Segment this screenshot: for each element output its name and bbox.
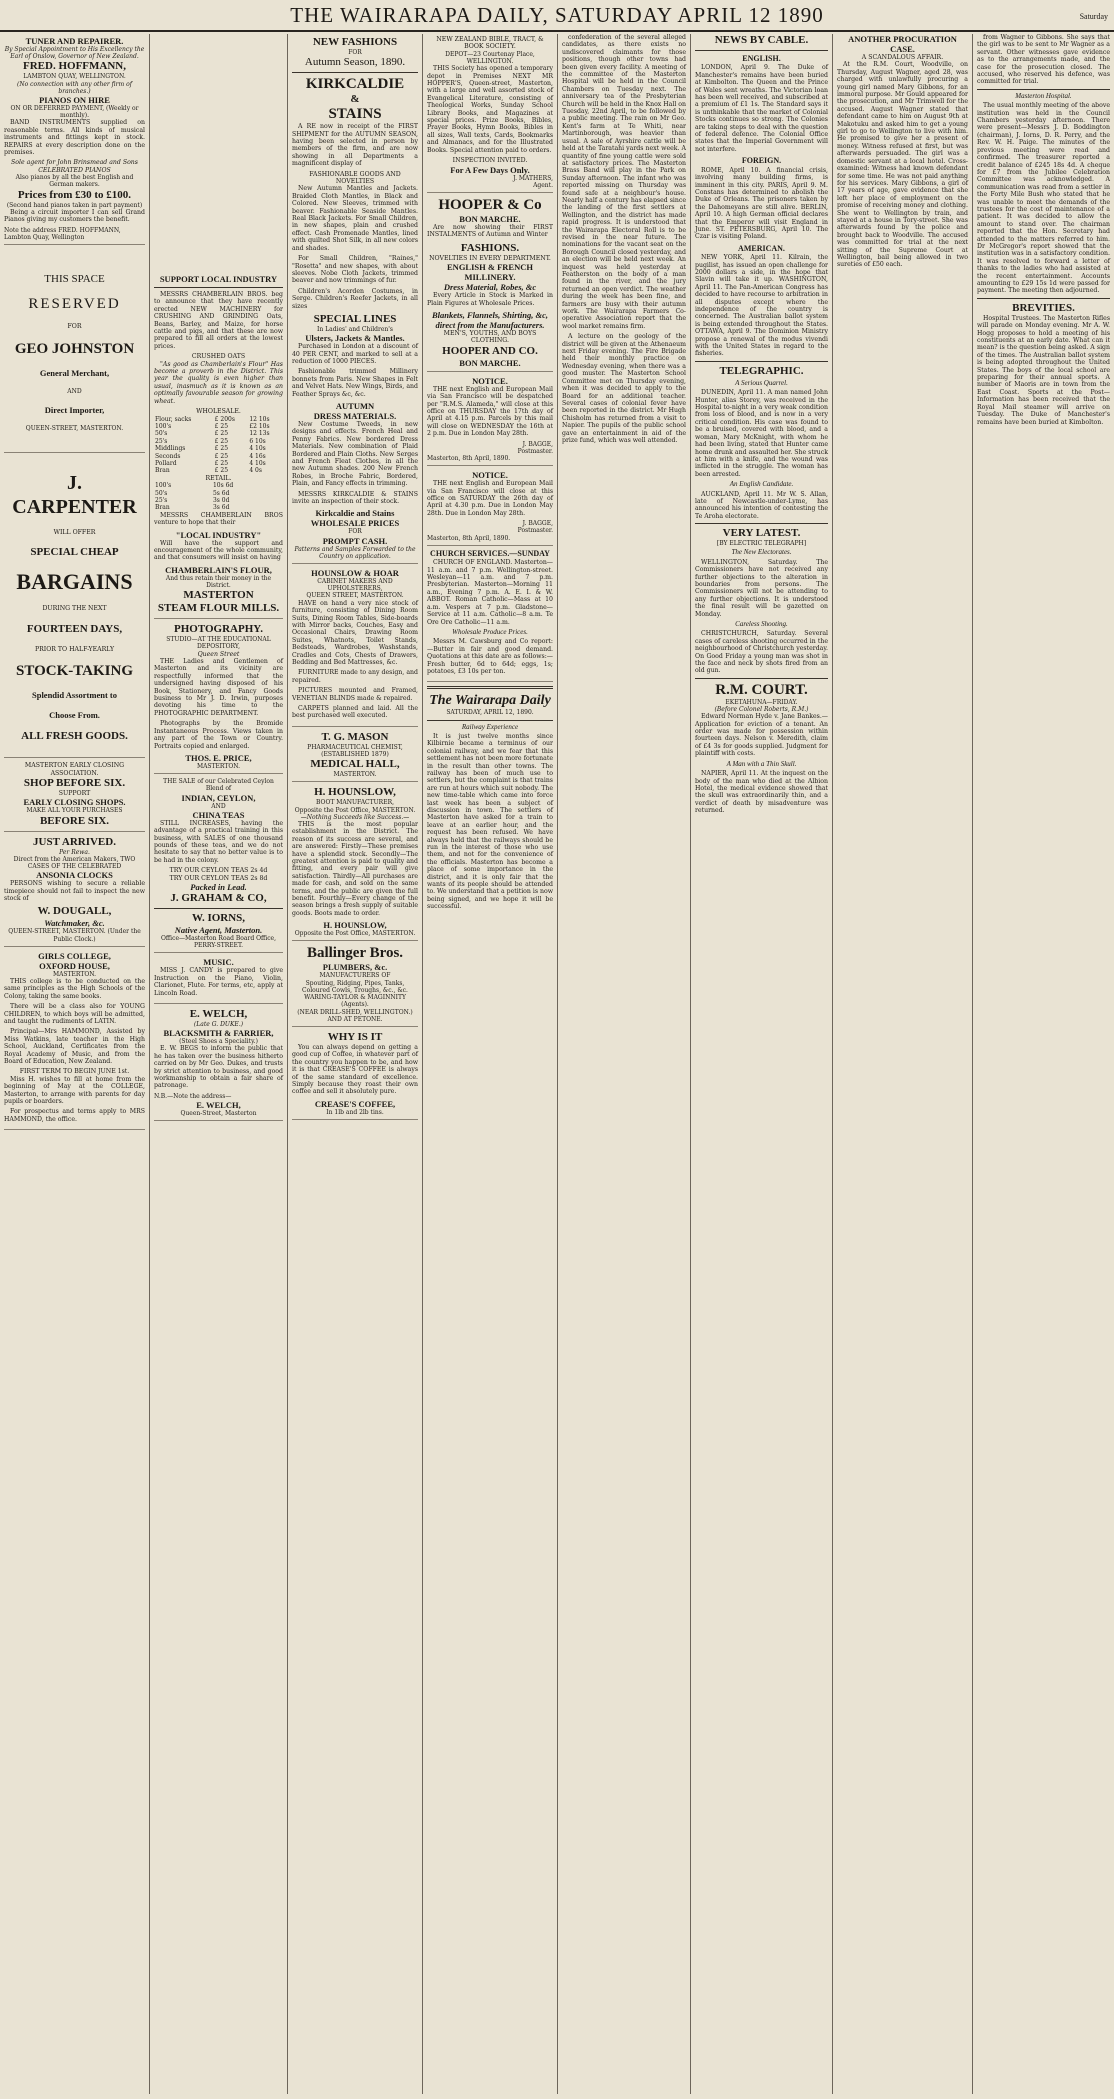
ad-tea-name: J. GRAHAM & CO,: [170, 891, 267, 904]
ad-dougall-ansonia: ANSONIA CLOCKS: [36, 870, 113, 881]
ad-carpenter-days: FOURTEEN DAYS,: [26, 622, 123, 635]
notice-mail-2: [427, 470, 553, 546]
ad-chamberlain-local: "LOCAL INDUSTRY": [175, 529, 262, 540]
notice-2-date: Masterton, 8th April, 1890.: [427, 534, 511, 542]
ad-iorns-agent: Native Agent, Masterton.: [174, 924, 263, 935]
column-4: [423, 34, 558, 2094]
ad-chamberlain-wholesale: WHOLESALE.: [196, 408, 241, 416]
ad-kirk-wholesale: WHOLESALE PRICES: [310, 518, 400, 529]
table-row: 100's 10s 6d: [155, 482, 234, 490]
ad-tea-body: STILL INCREASES, having the advantage of a practical training in this business, with SALES of one thousand pounds of these teas, and we do not hesitate to say that no better value is to be had in the colony.: [154, 819, 283, 864]
column-2: [150, 34, 288, 2094]
ad-chamberlain-crushed: CRUSHED OATS: [191, 353, 246, 361]
table-row: Pollard £ 25 4 10s: [155, 459, 266, 467]
ad-chamberlain-good: "As good as Chamberlain's Flour" Has become a proverb in the District. This year the quality is even higher than usual, inasmuch as it is known as an optimally favourable season for growing wheat.: [154, 360, 283, 405]
masthead-corner: Saturday: [1079, 12, 1108, 21]
ad-reserved-and: AND: [67, 387, 82, 395]
ad-ballinger: [292, 945, 418, 1026]
ad-photo-body2: Photographs by the Bromide Instantaneous Process. Views taken in any part of the Town or Country. Portraits copied and enlarged.: [154, 720, 283, 750]
telegraphic-title: TELEGRAPHIC.: [719, 364, 804, 377]
cable-foreign-body: ROME, April 10. A financial crisis, involving many building firms, is imminent in this city. PARIS, April 9. M. Constans has determined to abolish the Duke of Orleans. The prisoners taken by the Dahomeyans are still alive. BERLIN, April 10. A high German official declares that the Emperor will visit England in June. ST. PETERSBURG, April 10. The Czar is visiting Poland.: [695, 166, 828, 241]
ad-hoffmann-tuner: Being a circuit importer I can sell Grand Pianos giving my customers the benefit.: [4, 208, 145, 224]
wholesale-title: Wholesale Produce Prices.: [452, 627, 528, 636]
ad-hoffmann-note-addr: Note the address FRED. HOFFMANN, Lambton Quay, Wellington: [4, 226, 121, 241]
ad-tea-try1: TRY OUR CEYLON TEAS 2s 4d: [169, 867, 268, 875]
ad-hoffmann-address: LAMBTON QUAY, WELLINGTON.: [23, 73, 126, 81]
ad-reserved-line2: RESERVED: [28, 296, 121, 313]
ad-hoffmann-appt: By Special Appointment to His Excellency the Earl of Onslow, Governor of New Zealand.: [4, 46, 145, 61]
ad-hooper-name: HOOPER & Co: [438, 196, 542, 213]
table-row: Bran 3s 6d: [155, 504, 230, 512]
ad-girls-principal: Principal—Mrs HAMMOND, Assisted by Miss Watkins, late teacher in the High School, Auckland, Certificates from the Royal Academy of Music, and from the Board of Education, New Zealand.: [4, 1028, 145, 1066]
cable-english: ENGLISH.: [742, 54, 781, 63]
ad-hooper-mens: MEN'S, YOUTHS, AND BOYS CLOTHING.: [443, 329, 537, 345]
ad-kirk-special: SPECIAL LINES: [313, 312, 397, 325]
column-8: [973, 34, 1114, 2094]
ad-chamberlain-and: And thus retain their money in the District.: [165, 574, 272, 590]
ad-welch-sign: E. WELCH,: [196, 1100, 241, 1111]
ad-kirk-autumn: AUTUMN: [335, 401, 375, 411]
ad-kirk-amp: &: [350, 93, 360, 106]
ad-dougall-body: PERSONS wishing to secure a reliable timepiece should not fail to inspect the new stock of: [4, 880, 145, 902]
ad-hoffmann-agent: Sole agent for John Brinsmead and Sons CELEBRATED PIANOS: [11, 159, 138, 174]
retail-price-table: [154, 482, 283, 512]
ad-hoffmann-deferred: ON OR DEFERRED PAYMENT, (Weekly or monthly).: [10, 105, 139, 120]
ad-hh-venetian: PICTURES mounted and Framed, VENETIAN BLINDS made & repaired.: [292, 687, 418, 702]
table-row: 25's £ 25 6 10s: [155, 437, 266, 445]
ad-chamberlain-body: MESSRS CHAMBERLAIN BROS. beg to announce that they have recently erected NEW MACHINERY for CRUSHING AND GRINDING Oats, Beans, Barley, and Maize, for horse cattle and pigs, and that these are now prepared to fill all orders at the lowest prices.: [154, 291, 283, 350]
ad-kirk-items: New Autumn Mantles and Jackets. Braided Cloth Mantles, in Black and Colored. New Sleeves, trimmed with beaver. Fashionable Seaside Mantles. Real Black Jackets. For Small Children, in new shapes, plain and crushed effect. Cash Promenade Mantles, lined with quilted Shot Silk, in all new colors and shades.: [292, 185, 418, 252]
editorial-date: SATURDAY, APRIL 12, 1890.: [446, 709, 534, 717]
ad-carpenter-goods: ALL FRESH GOODS.: [21, 730, 128, 743]
ad-girls-place: MASTERTON.: [52, 970, 97, 978]
ad-hh-addr: QUEEN STREET, MASTERTON.: [306, 592, 404, 600]
ad-photo-studio: STUDIO—AT THE EDUCATIONAL DEPOSITORY,: [166, 636, 271, 651]
ad-mason-hall: MEDICAL HALL,: [310, 758, 400, 771]
ad-hb-name: H. HOUNSLOW,: [314, 786, 396, 799]
table-row: Flour, sacks £ 200s 12 10s: [155, 415, 270, 423]
ad-closing-make: MAKE ALL YOUR PURCHASES: [26, 807, 123, 815]
ad-hb-sign-addr: Opposite the Post Office, MASTERTON.: [294, 930, 416, 938]
ad-hoffmann-pianos: PIANOS ON HIRE: [39, 95, 110, 106]
ad-closing-assoc: MASTERTON EARLY CLOSING ASSOCIATION.: [24, 762, 125, 777]
ad-hooper-sub: BON MARCHE.: [459, 213, 521, 224]
notice-1-date: Masterton, 8th April, 1890.: [427, 455, 511, 462]
ad-chamberlain-messrs: MESSRS CHAMBERLAIN BROS venture to hope that their: [154, 511, 283, 527]
brevities-body: Hospital Trustees. The Masterton Rifles will parade on Monday evening. Mr A. W. Hogg proposes to hold a meeting of his constituents at an early date. What can it mean? is the question being asked. A sign of the times. The Australian ballot system is being adopted throughout the United States. The boys of the local school are preparing for their annual sports. A number of Maoris are in town from the East Coast. Sports at the Post—Information has been received that the Royal Mail steamer will arrive on Tuesday. The Duke of Manchester's remains have been buried at Kimbolton.: [977, 314, 1110, 426]
ad-hooper: [427, 197, 553, 372]
notice-2-sign: J. BAGGE,: [522, 520, 553, 528]
ad-kirk-fashionable: FASHIONABLE GOODS AND NOVELTIES: [309, 170, 401, 186]
ad-closing-before: BEFORE SIX.: [39, 814, 110, 827]
latest-sub: [BY ELECTRIC TELEGRAPH]: [716, 540, 807, 548]
ad-bible-body: THIS Society has opened a temporary depot in Premises NEXT MR HOPPER'S, Queen-street, Masterton, with a large and well assorted stock of Evangelical Literature, consisting of Theological Works, Sunday School Library Books, and Magazines at special prices. Prize Books, Bibles, Prayer Books, Hymn Books, Bibles in all sizes, Wall texts, Cards, Bookmarks and Almanacs, and for the Illustrated Books. Special attention paid to orders.: [427, 65, 553, 154]
ad-kirk-prompt: PROMPT CASH.: [322, 535, 388, 546]
ad-chamberlain-will: Will have the support and encouragement of the whole community, and that consumers will insist on having: [154, 539, 283, 562]
ad-iorns-name: W. IORNS,: [191, 911, 246, 924]
column-6: [691, 34, 833, 2094]
ad-kirk-dress-body: New Costume Tweeds, in new designs and effects. French Heal and Penny Fabrics. New bordered Dress Materials. New combination of Plaid Bordered and Plain Cloths. New Serges and French Fleat Clothes, in all the new Autumn shades. 200 New French Robes, in Broche Fabric, Bordered, Plain, and Fancy effects in trimming.: [292, 421, 418, 488]
ad-bible-society: [427, 36, 553, 193]
notice-mail-1: [427, 376, 553, 466]
ad-carpenter-splendid: Splendid Assortment to: [31, 690, 117, 701]
ad-mason-place: MASTERTON.: [333, 771, 377, 779]
ad-kirk-messrs: MESSRS KIRKCALDIE & STAINS invite an inspection of their stock.: [292, 490, 418, 506]
ad-photo-name: THOS. E. PRICE,: [185, 752, 252, 763]
table-row: 100's £ 25 £2 10s: [155, 422, 270, 430]
ad-ballinger-office: (NEAR DRILL-SHED, WELLINGTON.): [297, 1008, 413, 1016]
ad-hh-carpets: CARPETS planned and laid. All the best purchased well executed.: [292, 704, 418, 720]
ad-kirk-purchased: Purchased in London at a discount of 40 PER CENT, and marked to sell at a reduction of 1000 PIECES.: [292, 343, 418, 365]
news-body: confederation of the several alleged candidates, as there exists no undiscovered claimants for those positions, though other towns had been given every facility. A meeting of the committee of the Masterton Hospital will be held in the Council Chambers on Tuesday next. The anniversary tea of the Presbyterian Church will be held in the Knox Hall on Tuesday, 22nd April, to be followed by a public meeting. The rain on Mr Geo. Kent's farm at Te Whiti, near Martinborough, was heavier than usual. A sale of Ayrshire cattle will be held at the Taratahi yards next week. A quantity of fine young cattle were sold at satisfactory prices. The Masterton Brass Band will play in the Park on Sunday afternoon. The infant who was reported missing on Thursday was found safe at a neighbour's house. Nearly half a century has elapsed since the landing of the first settlers at Wellington, and the district has made rapid progress. It is understood that the Wairarapa Electoral Roll is to be revised in the near future. The nominations for the vacant seat on the Borough Council closed yesterday, and an election will be held next week. An inquest was held yesterday at Featherston on the body of a man found in the river, and the jury returned an open verdict. The weather during the week has been fine, and farmers are busy with their autumn work. The Wairarapa Farmers Co-operative Association report that the wool market remains firm.: [562, 34, 686, 330]
ad-photography: [154, 623, 283, 774]
ad-hooper-fashions: FASHIONS.: [460, 241, 520, 254]
ad-tea-t1: INDIAN, CEYLON,: [181, 792, 256, 803]
ad-hooper-english: ENGLISH & FRENCH MILLINERY.: [447, 262, 533, 283]
column-3: [288, 34, 423, 2094]
ad-ballinger-sub: PLUMBERS, &c.: [322, 962, 388, 973]
ad-kirk-ulsters: Ulsters, Jackets & Mantles.: [305, 333, 405, 344]
ad-photo-title: PHOTOGRAPHY.: [174, 623, 263, 636]
ad-music-title: MUSIC.: [203, 957, 234, 968]
ad-girls-college: [4, 951, 145, 1131]
ad-closing-shop: SHOP BEFORE SIX.: [23, 776, 126, 789]
ad-hoffmann-prices: Prices from £30 to £100.: [17, 188, 132, 201]
ad-tea-try2: TRY OUR CEYLON TEAS 2s 8d: [169, 874, 268, 882]
ad-hooper-sub2: BON MARCHE.: [459, 357, 521, 368]
ad-reserved-name: GEO JOHNSTON: [14, 340, 135, 357]
ad-dougall-per: Per Rewa.: [59, 848, 90, 856]
ad-tea: [154, 778, 283, 953]
ad-kirk-small: For Small Children, "Raines," "Rosetta" and new shapes, with about sleeves. Nobe Cloth Jackets, trimmed beaver and now trimmings of fur.: [292, 255, 418, 285]
thin-skull-title: A Man with a Thin Skull.: [726, 759, 797, 768]
ad-dougall-name: W. DOUGALL,: [37, 905, 112, 918]
ad-hoffmann-second: (Second hand pianos taken in part payment): [6, 201, 143, 209]
procuration-body: At the R.M. Court, Woodville, on Thursday, August Wagner, aged 28, was charged with unlawfully procuring a young girl named Mary Gibbons, for an immoral purpose. Mr Gould appeared for the prosecution, and Mr Trimwell for the accused. August Wagner stated that defendant came to him on August 9th at Makotuku and asked him to get a young girl to go to Wellington to live with him. He promised to give her a present of money. Witness refused at first, but was afterwards persuaded. The girl was a domestic servant at a local hotel. Cross-examined: Witness had known defendant for some time. He was not paid anything for his services. Mary Gibbons, a girl of 17 years of age, gave evidence that she left her place of employment on the promise of receiving money and clothing. She went to Wellington by train, and stayed at a house in Tory-street. She was afterwards found by the police and brought back to Woodville. The accused was committed for trial at the next sitting of the Supreme Court at Wellington, bail being allowed in two sureties of £50 each.: [837, 61, 968, 269]
ad-music: [154, 957, 283, 1004]
table-row: 50's 5s 6d: [155, 489, 230, 497]
ad-ballinger-agents: WARING-TAYLOR & MAGINNITY (Agents).: [304, 994, 406, 1009]
ad-welch-body: E. W. BEGS to inform the public that he has taken over the business hitherto carried on by Mr Geo. Dukes, and trusts by strict attention to business, and good workmanship to obtain a fair share of patronage.: [154, 1045, 283, 1090]
table-row: 50's £ 25 12 13s: [155, 430, 270, 438]
table-row: Seconds £ 25 4 16s: [155, 452, 266, 460]
ad-ballinger-prize: AND AT PETONE.: [327, 1015, 383, 1023]
ad-reserved-line3: FOR: [67, 323, 82, 331]
shooting-body: CHRISTCHURCH, Saturday. Several cases of careless shooting occurred in the neighbourhood of Christchurch yesterday. On Good Friday a young man was shot in the face and neck by shots fired from an old gun.: [695, 630, 828, 675]
ad-carpenter-choose: Choose From.: [49, 710, 100, 721]
ad-welch-trade: BLACKSMITH & FARRIER,: [163, 1028, 274, 1039]
ad-welch-shop: (Steel Shoes a Speciality.): [179, 1038, 258, 1046]
ad-kirk-children: Children's Acorden Costumes, in Serge. Children's Reefer Jackets, in all sizes: [292, 287, 418, 310]
ad-dougall-direct: Direct from the American Makers, TWO CASES OF THE CELEBRATED: [13, 855, 136, 870]
column-5: [558, 34, 691, 2094]
ad-bible-depot: DEPOT—23 Courtenay Place, WELLINGTON.: [445, 50, 535, 66]
ad-welch: [154, 1008, 283, 1121]
ad-welch-late: (Late G. DUKE.): [193, 1021, 244, 1028]
ad-closing-early: EARLY CLOSING SHOPS.: [23, 797, 126, 808]
column-1: [0, 34, 150, 2094]
ad-dougall-just: JUST ARRIVED.: [33, 835, 116, 848]
ad-hounslow-hoar: [292, 568, 418, 727]
ad-carpenter-name: J. CARPENTER: [12, 471, 137, 518]
shooting-title: Careless Shooting.: [735, 620, 788, 629]
ad-hoffmann-name: FRED. HOFFMANN,: [23, 60, 126, 73]
ad-photo-street: Queen Street: [197, 650, 240, 658]
ad-chamberlain-title: SUPPORT LOCAL INDUSTRY: [159, 274, 278, 284]
cable-english-body: LONDON, April 9. The Duke of Manchester's remains have been buried at Kimbolton. The Queen and the Prince of Wales sent wreaths. The Victorian loan has been well received, and subscribed at a premium of £1 1s. The Standard says it is unthinkable that the market of Colonial Stocks continues so strong. The Colonies are taking steps to deal with the question of federal defence. The Colonial Office states that the Imperial Government will not interfere.: [695, 64, 828, 153]
ad-bible-title: NEW ZEALAND BIBLE, TRACT, & BOOK SOCIETY.: [436, 36, 544, 51]
table-row: Middlings £ 25 4 10s: [155, 445, 266, 453]
ad-tea-intro: THE SALE of our Celebrated Ceylon Blend of: [163, 778, 274, 793]
ad-ballinger-manu: MANUFACTURERS OF: [319, 972, 391, 980]
cable-foreign: FOREIGN.: [741, 156, 782, 166]
ad-hounslow-boots: [292, 786, 418, 941]
notice-2-role: Postmaster.: [517, 527, 553, 535]
procuration-cont: from Wagner to Gibbons. She says that the girl was to be sent to Mr Wagner as a servant. Other witnesses gave evidence as to the arrangements made, and the case for the prosecution closed. The accused, who reserved his defence, was committed for trial.: [977, 34, 1110, 86]
ad-bible-agent: Agent.: [533, 181, 553, 189]
ad-hooper-name2: HOOPER AND CO.: [442, 344, 538, 357]
latest-title: VERY LATEST.: [722, 527, 801, 540]
ad-girls-title: GIRLS COLLEGE,: [38, 950, 111, 961]
ad-mason-est: (ESTABLISHED 1879): [321, 750, 389, 758]
ad-hoffmann: [4, 36, 145, 245]
cable-american-body: NEW YORK, April 11. Kilrain, the pugilist, has issued an open challenge for 2000 dollars a side, in the hope that Slavin will take it up. WASHINGTON, April 11. The Pan-American Congress has decided to have recourse to arbitration in all disputes except where the independence of the country is concerned. The Australian ballot system is being extended throughout the States. OTTAWA, April 9. The Dominion Ministry propose a renewal of the modus vivendi with the United States in regard to the fisheries.: [695, 254, 828, 358]
ad-hoffmann-also: Also pianos by all the best English and German makers.: [15, 174, 134, 189]
cable-title: NEWS BY CABLE.: [714, 34, 809, 46]
brevities-title: BREVITIES.: [1012, 301, 1075, 314]
ad-crease-coffee: [292, 1031, 418, 1120]
ad-welch-street: Queen-Street, Masterton: [180, 1110, 257, 1118]
ad-iorns-place: PERRY-STREET.: [193, 942, 243, 950]
ad-carpenter-during: DURING THE NEXT: [42, 605, 107, 613]
ad-hb-body: THIS is the most popular establishment in the District. The reason of its success are several, and are answered: Firstly—These premises have a splendid stock. Secondly—The greatest attention is paid to quality and fitting, and every pair will give satisfaction. Thirdly—All purchases are made for cash, and sold on the same terms, and the public are given the full benefit. Fourthly—Every change of the season brings a fresh supply of suitable goods. Boots made to order.: [292, 821, 418, 917]
ad-chamberlain-flour: CHAMBERLAIN'S FLOUR,: [165, 564, 272, 575]
ad-kirk-k1: KIRKCALDIE: [305, 76, 405, 93]
ad-photo-place: MASTERTON.: [196, 762, 241, 770]
ad-welch-note: N.B.—Note the address—: [154, 1092, 232, 1100]
ad-kirk-title: NEW FASHIONS: [312, 36, 398, 48]
ad-carpenter-special: SPECIAL CHEAP: [30, 546, 119, 559]
ad-kirk-k3: Kirkcaldie and Stains: [315, 508, 395, 519]
column-7: [833, 34, 973, 2094]
ad-hoffmann-body: BAND INSTRUMENTS supplied on reasonable terms. All kinds of musical instruments and fittings kept in stock. REPAIRS at every description done on the premises.: [4, 119, 145, 157]
ad-hb-addr: Opposite the Post Office, MASTERTON.: [294, 806, 416, 814]
masthead-title: THE WAIRARAPA DAILY, SATURDAY APRIL 12 1890: [290, 3, 824, 27]
ad-carpenter: [4, 457, 145, 758]
news-body-2: A lecture on the geology of the district will be given at the Athenaeum next Friday evening. The Fire Brigade held their monthly practice on Wednesday evening, when there was a good muster. The Masterton School Committee met on Thursday evening, when it was decided to apply to the Board for an additional teacher. Several cases of colonial fever have been reported in the district. Mr Hugh Chisholm has returned from a visit to Napier. The pupils of the public school gave an entertainment in aid of the prize fund, which was well attended.: [562, 333, 686, 444]
ad-hb-sub: BOOT MANUFACTURER,: [316, 799, 394, 807]
ad-tea-t2: AND: [211, 802, 226, 810]
ad-girls-first: FIRST TERM TO BEGIN JUNE 1st.: [19, 1068, 130, 1076]
ad-reserved-role2: Direct Importer,: [44, 404, 105, 415]
hospital-body: The usual monthly meeting of the above institution was held in the Council Chambers yesterday afternoon. There were present—Messrs J. D. Boddington (chairman), J. Iorns, D. R. Perry, and the Rev. W. H. Paige. The minutes of the previous meeting were read and confirmed. The treasurer reported a credit balance of £245 18s 4d. A cheque for £7 from the Jubilee Celebration Committee was acknowledged. A communication was read from a settler in the Forty Mile Bush who stated that he was unable to meet the demands of the trustees for the cost of maintenance of a patient. It was decided to allow the amount to stand over. The chairman reported that the Hon. Secretary had attended to the matters referred to him. Dr McGregor's report showed that the institution was in a satisfactory condition. It was resolved to forward a letter of thanks to the ladies who had assisted at the recent entertainment. Accounts amounting to £29 15s 1d were passed for payment. The meeting then adjourned.: [977, 102, 1110, 295]
notice-1-body: THE next English and European Mail via San Francisco will be despatched per "R.M.S. Alameda," will close at this office on THURSDAY the 17th day of April at 4.15 p.m. Parcels by this mail will close on WEDNESDAY the 16th at 2 p.m. Due in London May 28th.: [427, 385, 553, 438]
ad-early-closing: [4, 762, 145, 831]
ad-hooper-body: Are now showing their FIRST INSTALMENTS of Autumn and Winter: [427, 223, 553, 239]
editorial-masthead: The Wairarapa Daily: [429, 693, 551, 709]
ad-music-body: MISS J. CANDY is prepared to give Instruction on the Piano, Violin, Clarionet, Flute. For terms, etc, apply at Lincoln Road.: [154, 967, 283, 997]
wholesale-body: Messrs M. Cawsburg and Co report:—Butter in fair and good demand. Quotations at this date are as follows:—Fresh butter, 6d to 64d; eggs, 1s; potatoes, £3 10s per ton.: [427, 638, 553, 675]
ad-girls-body: THIS college is to be conducted on the same principles as the High Schools of the Colony, taking the same books.: [4, 977, 145, 1000]
ad-kirk-body: A RE now in receipt of the FIRST SHIPMENT for the AUTUMN SEASON, having been selected in person by members of the firm, and are now showing in all Departments a magnificent display of: [292, 123, 418, 168]
ad-bible-days: For A Few Days Only.: [450, 164, 530, 175]
ad-hh-title: HOUNSLOW & HOAR: [311, 568, 399, 579]
ad-kirk-dress: DRESS MATERIALS.: [313, 411, 397, 421]
ad-hooper-novelties: NOVELTIES IN EVERY DEPARTMENT.: [429, 254, 551, 262]
ad-bible-sign: J. MATHERS,: [513, 174, 553, 182]
ad-kirk-patterns: Patterns and Samples Forwarded to the Country on application.: [294, 545, 416, 560]
ad-kirkcaldie: [292, 36, 418, 564]
ad-carpenter-prior: PRIOR TO HALF-YEARLY: [34, 645, 115, 653]
ad-girls-house: OXFORD HOUSE,: [39, 960, 110, 971]
ad-welch-name: E. WELCH,: [189, 1008, 248, 1020]
ad-kirk-for: FOR: [348, 49, 362, 56]
ad-reserved-line1: THIS SPACE: [44, 273, 105, 286]
ad-tea-t3: CHINA TEAS: [192, 809, 245, 820]
ad-carpenter-stock: STOCK-TAKING: [16, 663, 133, 680]
ad-kirk-k2: STAINS: [328, 106, 382, 123]
notice-2-body: THE next English and European Mail via San Francisco will close at this office on SATURDAY the 26th day of April at 4.30 p.m. Due in London May 28th. Due in London May 28th.: [427, 480, 553, 517]
ad-why-size: In 1lb and 2lb tins.: [326, 1108, 384, 1116]
ad-hb-sign: H. HOUNSLOW,: [323, 920, 387, 931]
procuration-title: ANOTHER PROCURATION CASE.: [848, 34, 957, 54]
ad-iorns-office: Office—Masterton Road Board Office,: [160, 934, 277, 942]
table-row: Bran £ 25 4 0s: [155, 467, 262, 475]
ad-hooper-blankets: Blankets, Flannels, Shirting, &c, direct from the Manufacturers.: [432, 309, 548, 330]
ad-reserved: [4, 249, 145, 453]
ad-ballinger-name: Ballinger Bros.: [306, 945, 404, 962]
ad-reserved-role1: General Merchant,: [39, 367, 110, 378]
ad-hooper-dress: Dress Material, Robes, &c: [443, 282, 537, 293]
ad-why-title: WHY IS IT: [327, 1030, 383, 1043]
ad-chamberlain-mill2: STEAM FLOUR MILLS.: [157, 602, 280, 615]
quarrel-body: DUNEDIN, April 11. A man named John Hunter, alias Storey, was received in the Hospital to-night in a very weak condition from loss of blood, and is now in a very critical condition. His case was found to be a bruised, covered with blood, and a woman, Mary McKnight, with whom he had been living, stated that Hunter came home drunk and assaulted her. She struck at him with a knife, and the wound was inflicted in the struggle. The woman has been arrested.: [695, 389, 828, 478]
rm-court-place: EKETAHUNA—FRIDAY.: [725, 698, 798, 706]
ad-hb-tag: —Nothing Succeeds like Success.—: [300, 813, 410, 821]
ad-bible-inspection: INSPECTION INVITED.: [452, 157, 528, 165]
cable-american: AMERICAN.: [738, 243, 785, 253]
ad-dougall-role: Watchmaker, &c.: [44, 918, 105, 929]
ad-girls-apply: For prospectus and terms apply to MRS HAMMOND, the office.: [4, 1108, 145, 1123]
ad-hoffmann-note: (No connection with any other firm of branches.): [17, 80, 132, 95]
ad-why-sign: CREASE'S COFFEE,: [314, 1098, 396, 1109]
wholesale-price-table: [154, 416, 283, 475]
notice-1-role: Postmaster.: [517, 447, 553, 455]
ad-carpenter-will: WILL OFFER: [53, 528, 96, 536]
procuration-sub: A SCANDALOUS AFFAIR.: [861, 54, 944, 61]
church-title: CHURCH SERVICES.—SUNDAY: [430, 548, 550, 558]
masthead: [0, 0, 1114, 32]
editorial-body: It is just twelve months since Kilbirnie became a terminus of our colonial railway, and we fear that this settlement has not been more fortunate in the result than other towns. The railway has been of much use to settlers, but the complaint is that trains are run at hours which suit nobody. The new time-table which came into force last week has been a subject of discussion in town. The settlers of Masterton have asked for a train to leave at an earlier hour, and the request has been refused. We have always held that the railways should be run in the interest of those who use them, and not for the convenience of the officials. Masterton has become a place of some importance in the district, and it is only fair that the wants of its people should be attended to. We understand that a petition is now being signed, and we hope it will be successful.: [427, 732, 553, 911]
ad-girls-body2: There will be a class also for YOUNG CHILDREN, to which boys will be admitted, and taught the rudiments of LATIN.: [4, 1003, 145, 1026]
church-body: CHURCH OF ENGLAND. Masterton—11 a.m. and 7 p.m. Wellington-street. Wesleyan—11 a.m. and 7 p.m. Presbyterian. Masterton—Morning 11 a.m., Evening 7 p.m. A. E. I. & W. ABBOT. Roman Catholic—Mass at 10 a.m. Vespers at 7 p.m. Gladstone—Service at 11 a.m. Catholic—8 a.m. Te Ore Ore Catholic—11 a.m.: [427, 559, 553, 626]
ad-photo-body: THE Ladies and Gentlemen of Masterton and its vicinity are respectfully informed that the undersigned having disposed of his Book, Stationery, and Fancy Goods business to Mr J. D. Irwin, purposes devoting his time to the PHOTOGRAPHIC DEPARTMENT.: [154, 658, 283, 717]
ad-hh-body: HAVE on hand a very nice stock of furniture, consisting of Dining Room Suits, Dining Room Tables, Side-boards with Mirror backs, Couches, Easy and Occasional Chairs, Drawing Room Suites, Whatnots, Toilet Stands, Bedsteads, Wardrobes, Washstands, Cradles and Cots, Chests of Drawers, Bedding and Bed Mattresses, &c.: [292, 599, 418, 666]
ad-why-body: You can always depend on getting a good cup of Coffee, in whatever part of the country you happen to be, and how it is that CREASE'S COFFEE is always of the same standard of excellence. Simply because they roast their own coffee and sell it absolutely pure.: [292, 1043, 418, 1096]
ad-mason: [292, 731, 418, 783]
church-services: [427, 550, 553, 683]
rm-court-before: (Before Colonel Roberts, R.M.): [714, 706, 809, 714]
ad-hoffmann-top: TUNER AND REPAIRER.: [25, 36, 124, 46]
electorates-body: WELLINGTON, Saturday. The Commissioners have not received any further objections to the alteration in boundaries from persons. The Commissioners will not be attending to any further objections. It is understood the final result will be gazetted on Monday.: [695, 558, 828, 618]
rm-court-title: R.M. COURT.: [715, 681, 808, 698]
candidate-body: AUCKLAND, April 11. Mr W. S. Allan, late of Newcastle-under-Lyme, has announced his intention of contesting the Te Aroha electorate.: [695, 490, 828, 520]
rm-court-body: Edward Norman Hyde v. Jane Bankes.—Application for eviction of a tenant. An order was made for possession within fourteen days. Nelson v. Meredith, claim of £4 3s for goods supplied. Judgment for plaintiff with costs.: [695, 713, 828, 758]
ad-carpenter-bargains: BARGAINS: [16, 569, 133, 595]
ad-tea-packed: Packed in Lead.: [190, 881, 247, 892]
ad-kirk-for2: FOR: [348, 528, 362, 536]
ad-ballinger-body: Spouting, Ridging, Pipes, Tanks, Coloured Cowls, Troughs, &c., &c.: [302, 979, 408, 994]
notice-1-sign: J. BAGGE,: [522, 440, 553, 448]
ad-chamberlain-mill1: MASTERTON: [183, 589, 254, 602]
ad-hh-furniture: FURNITURE made to any design, and repaired.: [292, 669, 418, 684]
ad-girls-boarders: Miss H. wishes to fill at home from the beginning of May at the COLLEGE, Masterton, to arrange with parents for day pupils or boarders.: [4, 1075, 145, 1106]
editorial: [427, 692, 553, 910]
thin-skull-body: NAPIER, April 11. At the inquest on the body of the man who died at the Albion Hotel, the medical evidence showed that the skull was extraordinarily thin, and a verdict of death by misadventure was returned.: [695, 770, 828, 815]
ad-mason-name: T. G. MASON: [321, 730, 389, 743]
electorates-title: The New Electorates.: [731, 548, 792, 557]
ad-mason-sub: PHARMACEUTICAL CHEMIST,: [307, 743, 403, 751]
ad-dougall-addr: QUEEN-STREET, MASTERTON. (Under the Public Clock.): [8, 928, 141, 943]
editorial-title: Railway Experience: [461, 722, 519, 731]
ad-chamberlain: [154, 274, 283, 619]
table-row: 25's 3s 0d: [155, 496, 230, 504]
ad-kirk-season: Autumn Season, 1890.: [304, 56, 406, 69]
ad-kirk-depts: In Ladies' and Children's: [317, 325, 393, 333]
ad-hh-sub: CABINET MAKERS AND UPHOLSTERERS,: [317, 578, 393, 593]
candidate-title: An English Candidate.: [729, 480, 794, 489]
notice-1-title: NOTICE.: [472, 375, 508, 386]
hospital-title: Masterton Hospital.: [1015, 91, 1072, 100]
ad-reserved-addr: QUEEN-STREET, MASTERTON.: [25, 424, 124, 432]
ad-hooper-body2: Every Article in Stock is Marked in Plain Figures at Wholesale Prices.: [427, 292, 553, 307]
ad-chamberlain-retail: RETAIL.: [205, 474, 232, 482]
quarrel-title: A Serious Quarrel.: [735, 378, 788, 387]
ad-closing-support: SUPPORT: [58, 789, 91, 797]
notice-2-title: NOTICE.: [472, 470, 508, 481]
ad-kirk-trimmed: Fashionable trimmed Millinery bonnets from Paris. New Shapes in Felt and Velvet Hats. New Wings, Birds, and Feather Sprays &c, &c.: [292, 368, 418, 398]
ad-dougall: [4, 836, 145, 947]
